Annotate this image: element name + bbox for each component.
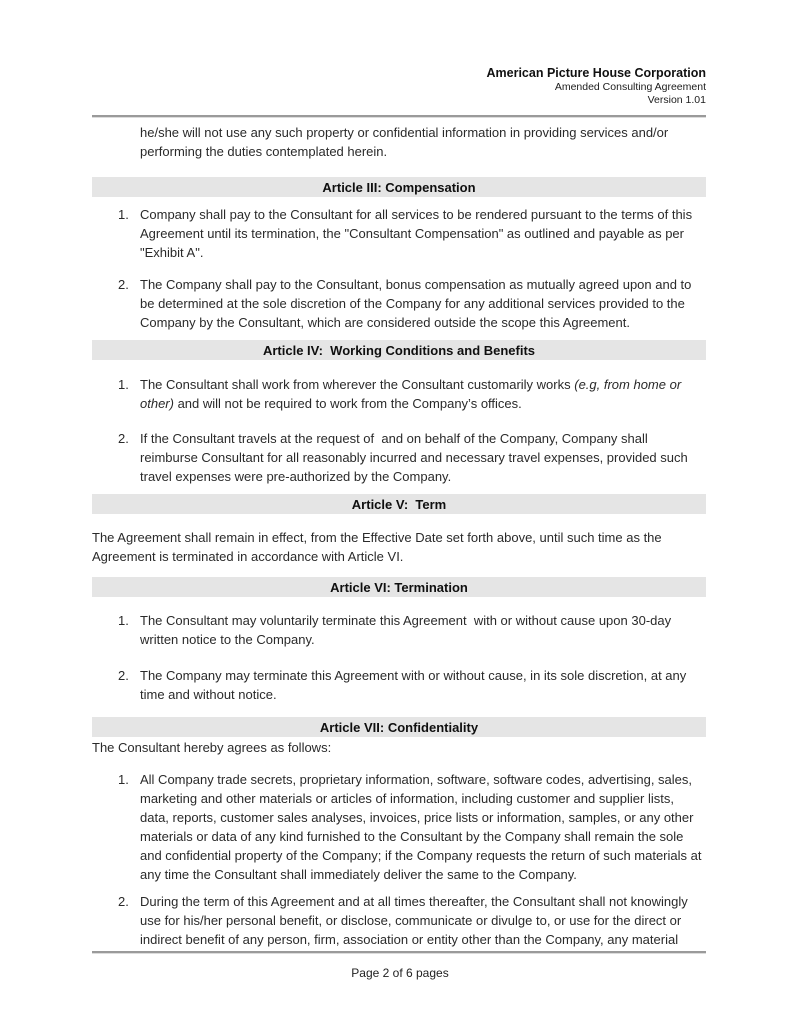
list-item [92,666,706,704]
list-item [92,892,706,949]
section-heading-article-vii: Article VII: Confidentiality [92,717,706,737]
list-item-text: Company shall pay to the Consultant for all services to be rendered pursuant to the terms of this Agreement until its termination, the "Consultant Compensation" as outlined and payable as per "Exhibit A". [140,207,695,260]
list-item [92,275,706,332]
term-paragraph: The Agreement shall remain in effect, from the Effective Date set forth above, until such time as the Agreement is terminated in accordance with Article VI. [92,530,665,564]
list-item-number: 1. [118,613,129,628]
list-item-text-segment: The Consultant shall work from wherever the Consultant customarily works [140,377,575,392]
list-item-text: All Company trade secrets, proprietary information, software, software codes, advertising, sales, marketing and other materials or articles of information, including customer and supplier lists, data, reports, customer sales analyses, invoices, price lists or information, samples, or any other materials or data of any kind furnished to the Consultant by the Company shall remain the sole and confidential property of the Company; if the Company requests the return of such materials at any time the Consultant shall immediately deliver the same to the Company. [140,772,706,882]
header-divider-rule [92,115,706,118]
list-item-text: During the term of this Agreement and at all times thereafter, the Consultant shall not knowingly use for his/her personal benefit, or disclose, communicate or divulge to, or use for the direct or indirect benefit of any person, firm, association or entity other than the Company, any material [140,894,692,947]
section-heading-article-v: Article V: Term [92,494,706,514]
list-item-number: 1. [118,207,129,222]
footer-divider-rule [92,951,706,954]
confidentiality-intro-paragraph: The Consultant hereby agrees as follows: [92,740,332,755]
list-item [92,611,706,649]
list-item-text [140,375,706,413]
section-heading-article-vi: Article VI: Termination [92,577,706,597]
list-item-text: The Consultant may voluntarily terminate this Agreement with or without cause upon 30-day written notice to the Company. [140,613,675,647]
intro-paragraph: he/she will not use any such property or confidential information in providing services and/or performing the duties contemplated herein. [140,125,672,159]
list-item-text: If the Consultant travels at the request of and on behalf of the Company, Company shall reimburse Consultant for all reasonably incurred and necessary travel expenses, provided such travel expenses were pre-authorized by the Company. [140,431,692,484]
list-item-text-italic: (e.g, from home or other) [140,377,685,411]
list-item [92,770,706,884]
list-item-number: 2. [118,894,129,909]
company-name: American Picture House Corporation [486,66,706,80]
document-body [92,121,706,949]
page-number: Page 2 of 6 pages [351,966,449,980]
list-item-number: 2. [118,431,129,446]
section-heading-article-iii: Article III: Compensation [92,177,706,197]
document-header [487,66,707,107]
list-item-number: 2. [118,277,129,292]
list-item-number: 2. [118,668,129,683]
list-item-number: 1. [118,772,129,787]
list-item-text: The Company may terminate this Agreement with or without cause, in its sole discretion, at any time and without notice. [140,668,690,702]
list-item [92,429,706,486]
list-item [92,375,706,413]
list-item-text-segment: and will not be required to work from the Company’s offices. [173,396,522,411]
document-title: Amended Consulting Agreement [554,81,706,93]
list-item-number: 1. [118,377,129,392]
list-item-text: The Company shall pay to the Consultant, bonus compensation as mutually agreed upon and to be determined at the sole discretion of the Company for any additional services provided to the Company by the Consultant, which are considered outside the scope this Agreement. [140,277,696,330]
list-item [92,205,706,262]
document-version: Version 1.01 [647,94,706,106]
section-heading-article-iv: Article IV: Working Conditions and Benefits [92,340,706,360]
